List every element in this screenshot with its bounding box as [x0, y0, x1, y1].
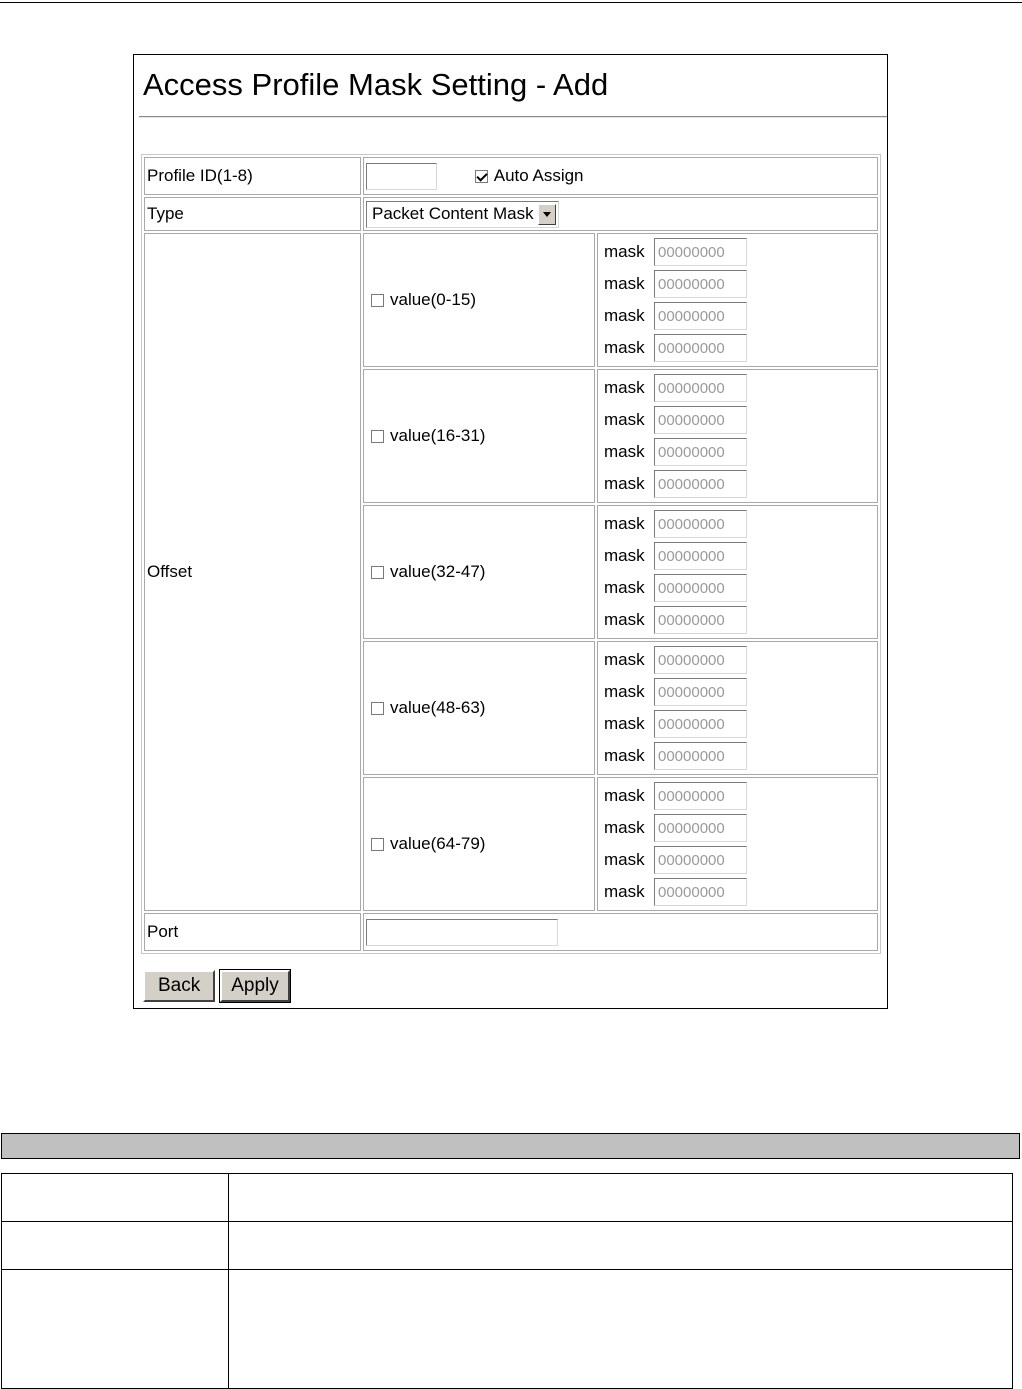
mask-row	[604, 268, 871, 300]
offset-mask-cell	[597, 505, 878, 639]
mask-input[interactable]: 00000000	[654, 782, 747, 810]
profile-id-row	[144, 157, 878, 195]
auto-assign-checkbox[interactable]	[475, 170, 488, 183]
mask-label: mask	[604, 378, 645, 397]
offset-mask-cell	[597, 369, 878, 503]
mask-label: mask	[604, 818, 645, 837]
mask-row	[604, 404, 871, 436]
offset-value-cell	[363, 641, 595, 775]
mask-input[interactable]: 00000000	[654, 438, 747, 466]
mask-input[interactable]: 00000000	[654, 574, 747, 602]
mask-input[interactable]: 00000000	[654, 742, 747, 770]
mask-label: mask	[604, 610, 645, 629]
mask-label: mask	[604, 338, 645, 357]
type-select[interactable]	[366, 201, 559, 228]
profile-id-label: Profile ID(1-8)	[144, 157, 361, 195]
form-buttons	[143, 970, 290, 1002]
port-label: Port	[144, 913, 361, 951]
description-row	[2, 1222, 1013, 1270]
offset-value-cell	[363, 233, 595, 367]
auto-assign-label: Auto Assign	[493, 166, 584, 185]
mask-input[interactable]: 00000000	[654, 878, 747, 906]
mask-label: mask	[604, 306, 645, 325]
type-row	[144, 197, 878, 231]
mask-label: mask	[604, 650, 645, 669]
description-header-bar	[1, 1133, 1020, 1159]
title-divider	[139, 116, 887, 118]
mask-label: mask	[604, 786, 645, 805]
mask-label: mask	[604, 474, 645, 493]
mask-input[interactable]: 00000000	[654, 846, 747, 874]
chevron-down-icon[interactable]	[538, 204, 556, 225]
port-row	[144, 913, 878, 951]
auto-assign-control[interactable]	[470, 166, 584, 186]
mask-row	[604, 540, 871, 572]
description-table	[1, 1173, 1013, 1389]
mask-row	[604, 300, 871, 332]
mask-row	[604, 332, 871, 364]
port-cell	[363, 913, 878, 951]
mask-input[interactable]: 00000000	[654, 470, 747, 498]
mask-row	[604, 708, 871, 740]
port-input[interactable]	[366, 919, 558, 946]
mask-input[interactable]: 00000000	[654, 374, 747, 402]
offset-row	[144, 233, 878, 367]
offset-value-cell	[363, 505, 595, 639]
type-select-value: Packet Content Mask	[372, 204, 534, 223]
mask-label: mask	[604, 442, 645, 461]
offset-value-checkbox[interactable]	[371, 566, 384, 579]
type-cell	[363, 197, 878, 231]
mask-row	[604, 844, 871, 876]
mask-row	[604, 572, 871, 604]
offset-label: Offset	[144, 233, 361, 911]
mask-row	[604, 876, 871, 908]
mask-row	[604, 604, 871, 636]
back-button[interactable]: Back	[143, 970, 215, 1002]
offset-value-label: value(16-31)	[390, 426, 486, 445]
offset-mask-cell	[597, 777, 878, 911]
mask-label: mask	[604, 274, 645, 293]
mask-input[interactable]: 00000000	[654, 710, 747, 738]
offset-value-label: value(48-63)	[390, 698, 486, 717]
mask-input[interactable]: 00000000	[654, 270, 747, 298]
offset-value-cell	[363, 777, 595, 911]
mask-input[interactable]: 00000000	[654, 302, 747, 330]
mask-input[interactable]: 00000000	[654, 406, 747, 434]
offset-value-label: value(32-47)	[390, 562, 486, 581]
mask-label: mask	[604, 546, 645, 565]
mask-row	[604, 508, 871, 540]
mask-input[interactable]: 00000000	[654, 334, 747, 362]
mask-label: mask	[604, 514, 645, 533]
profile-form-table	[141, 154, 881, 954]
mask-input[interactable]: 00000000	[654, 814, 747, 842]
offset-mask-cell	[597, 641, 878, 775]
mask-label: mask	[604, 714, 645, 733]
type-label: Type	[144, 197, 361, 231]
description-row	[2, 1270, 1013, 1389]
description-row	[2, 1174, 1013, 1222]
apply-button[interactable]: Apply	[220, 970, 290, 1002]
mask-row	[604, 676, 871, 708]
mask-label: mask	[604, 882, 645, 901]
mask-row	[604, 644, 871, 676]
mask-row	[604, 236, 871, 268]
mask-input[interactable]: 00000000	[654, 238, 747, 266]
access-profile-panel	[133, 54, 888, 1009]
offset-value-checkbox[interactable]	[371, 294, 384, 307]
mask-row	[604, 740, 871, 772]
mask-input[interactable]: 00000000	[654, 678, 747, 706]
mask-label: mask	[604, 578, 645, 597]
offset-value-cell	[363, 369, 595, 503]
mask-input[interactable]: 00000000	[654, 510, 747, 538]
profile-id-cell	[363, 157, 878, 195]
mask-input[interactable]: 00000000	[654, 646, 747, 674]
mask-row	[604, 372, 871, 404]
mask-label: mask	[604, 746, 645, 765]
mask-row	[604, 468, 871, 500]
mask-row	[604, 780, 871, 812]
header-rule	[0, 2, 1022, 3]
offset-value-checkbox[interactable]	[371, 702, 384, 715]
mask-label: mask	[604, 410, 645, 429]
page-title: Access Profile Mask Setting - Add	[143, 67, 609, 102]
mask-row	[604, 812, 871, 844]
mask-label: mask	[604, 682, 645, 701]
profile-id-input[interactable]	[366, 163, 437, 190]
offset-value-label: value(0-15)	[390, 290, 476, 309]
offset-value-checkbox[interactable]	[371, 838, 384, 851]
offset-value-checkbox[interactable]	[371, 430, 384, 443]
mask-input[interactable]: 00000000	[654, 542, 747, 570]
mask-label: mask	[604, 242, 645, 261]
mask-input[interactable]: 00000000	[654, 606, 747, 634]
offset-mask-cell	[597, 233, 878, 367]
mask-label: mask	[604, 850, 645, 869]
mask-row	[604, 436, 871, 468]
offset-value-label: value(64-79)	[390, 834, 486, 853]
